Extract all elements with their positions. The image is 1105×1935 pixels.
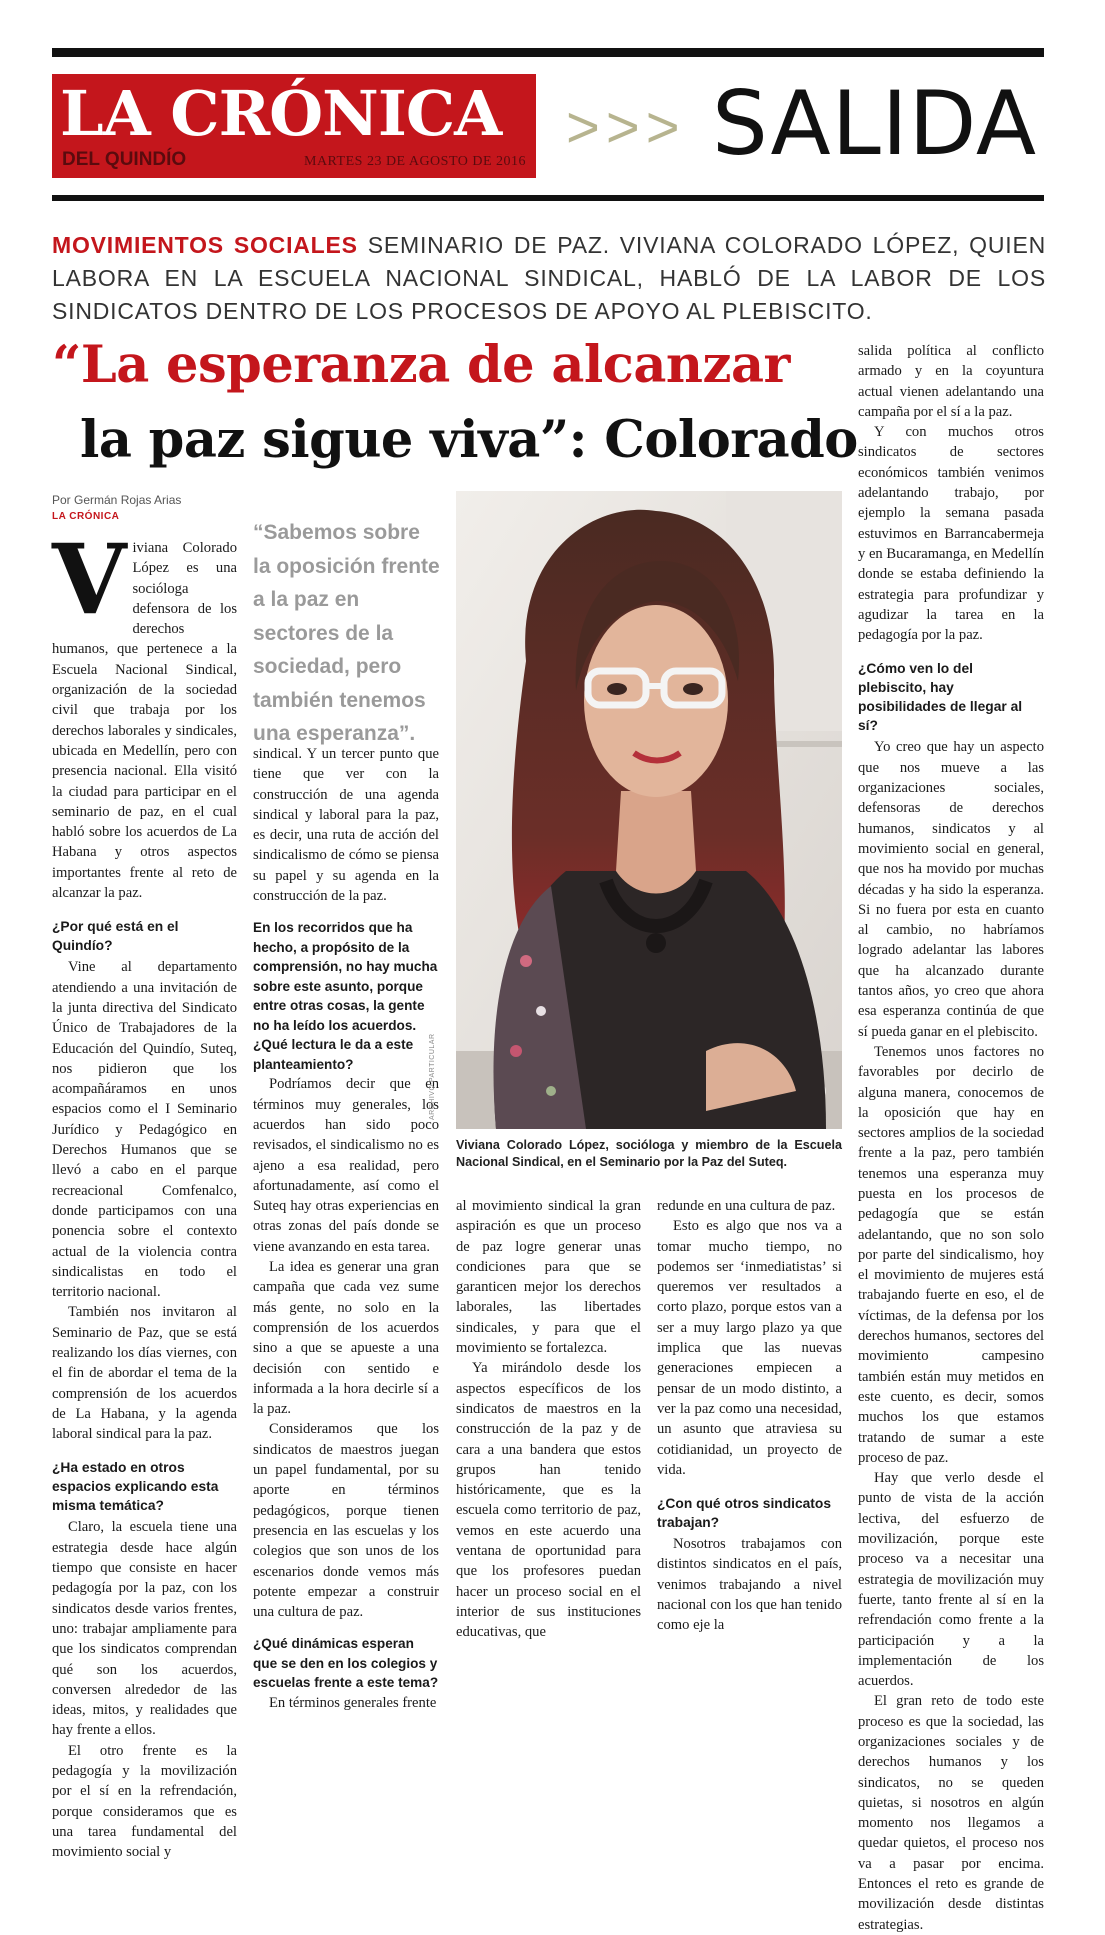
paragraph: Ya mirándolo desde los aspectos específicos de los sindicatos de maestros en la construcción de la paz y de cara a una bandera que estos grupos han tenido históricamente, que es la escuela como territorio de paz, vemos en este acuerdo una ventana de oportunidad para que los profesores puedan hacer un proceso social en el interior de sus instituciones educativas, que bbox=[456, 1360, 641, 1641]
byline-author: Por Germán Rojas Arias bbox=[52, 493, 182, 507]
header-top-rule bbox=[52, 48, 1044, 57]
paragraph: Nosotros trabajamos con distintos sindicatos en el país, venimos trabajando a nivel nacional con los que han tenido como eje la bbox=[657, 1536, 842, 1634]
article-column-3 bbox=[456, 1196, 641, 1643]
paragraph: En términos generales frente bbox=[269, 1694, 437, 1711]
paragraph: sindical. Y un tercer punto que tiene que ver con la construcción de una agenda sindical y laboral para la paz, es decir, una ruta de acción del sindicalismo de cómo se piensa su papel y su agenda en la construcción de la paz. bbox=[253, 746, 439, 905]
masthead-date: MARTES 23 DE AGOSTO DE 2016 bbox=[304, 154, 527, 169]
headline-line-2: la paz sigue viva”: Colorado bbox=[80, 410, 858, 470]
article-column-4 bbox=[657, 1196, 842, 1636]
interview-question: ¿Con qué otros sindicatos trabajan? bbox=[657, 1496, 832, 1531]
paragraph: Consideramos que los sindicatos de maestros juegan un papel fundamental, por su aporte en términos pedagógicos, porque tienen presencia en las escuelas y los colegios que son unos de los escenarios donde vemos más potente empezar a construir una cultura de paz. bbox=[253, 1421, 439, 1621]
portrait-illustration bbox=[456, 491, 842, 1129]
paragraph: redunde en una cultura de paz. bbox=[657, 1198, 836, 1214]
paragraph: El gran reto de todo este proceso es que la sociedad, las organizaciones sociales y de derechos humanos y los sindicatos, no se queden quietas, si nosotros en algún momento nos llegamos a quedar quietos, el proceso nos va a pasar por encima. Entonces el reto es grande de movilización desde distintas estrategias. bbox=[858, 1693, 1044, 1933]
masthead-title: LA CRÓNICA bbox=[60, 77, 502, 150]
article-column-2 bbox=[253, 744, 439, 1713]
drop-cap: V bbox=[52, 523, 127, 636]
section-name: SALIDA bbox=[712, 72, 1038, 175]
kicker-keyword: MOVIMIENTOS SOCIALES bbox=[52, 232, 358, 258]
paragraph: salida política al conflicto armado y en la coyuntura actual vienen adelantando una campaña por el sí a la paz. bbox=[858, 343, 1044, 420]
paragraph: La idea es generar una gran campaña que cada vez sume más gente, no solo en la comprensión de los acuerdos sino a que se apueste a una decisión con sentido e informada a la hora decirle sí a la paz. bbox=[253, 1259, 439, 1418]
paragraph: También nos invitaron al Seminario de Paz, que se está realizando los días viernes, con el fin de abordar el tema de la comprensión de los acuerdos de La Habana, y la agenda laboral sindical para la paz. bbox=[52, 1304, 237, 1443]
pull-quote: “Sabemos sobre la oposición frente a la paz en sectores de la sociedad, pero también tenemos una esperanza”. bbox=[253, 521, 440, 745]
interview-question: ¿Qué dinámicas esperan que se den en los colegios y escuelas frente a este tema? bbox=[253, 1636, 439, 1691]
paragraph: Yo creo que hay un aspecto que nos mueve a las organizaciones sociales, defensoras de derechos humanos, sindicatos y al movimiento social en general, que nos ha movido por muchas décadas y ha sido la esperanza. Si no fuera por esta en cuanto al cambio, no habríamos logrado adelantar las labores que ha alcanzado durante tantos años, yo creo que ahora esa esperanza continúa de que sí pueda ganar en el plebiscito. bbox=[858, 739, 1044, 1040]
kicker-text: SEMINARIO DE PAZ. VIVIANA COLORADO LÓPEZ, QUIEN LABORA EN LA ESCUELA NACIONAL SINDICAL, HABLÓ DE LA LABOR DE LOS SINDICATOS DENTRO DE LOS PROCESOS DE APOYO AL PLEBISCITO. bbox=[52, 232, 1047, 324]
byline-source: LA CRÓNICA bbox=[52, 511, 120, 522]
paragraph: al movimiento sindical la gran aspiración es que un proceso de paz logre generar unas condiciones para que se garanticen mejor los derechos laborales, las libertades sindicales, y para que el movimiento se fortalezca. bbox=[456, 1198, 641, 1357]
paragraph: El otro frente es la pedagogía y la movilización por el sí en la refrendación, porque consideramos que es una tarea fundamental del movimiento social y bbox=[52, 1742, 237, 1861]
paragraph: Hay que verlo desde el punto de vista de la acción lectiva, del esfuerzo de movilización, porque este proceso va a necesitar una estrategia de movilización muy fuerte, tanto frente al sí en la refrendación como frente a la participación y a la implementación de los acuerdos. bbox=[858, 1470, 1044, 1690]
paragraph: Vine al departamento atendiendo a una invitación de la junta directiva del Sindicato Único de Trabajadores de la Educación del Quindío, Suteq, nos pidieron que los acompañáramos en unos espacios como el I Seminario Jurídico y Pedagógico en Derechos Humanos que se llevó a cabo en el parque recreacional Comfenalco, donde participamos con una ponencia sobre el contexto actual de la violencia contra sindicalistas en todo el territorio nacional. bbox=[52, 959, 237, 1301]
article-column-5 bbox=[858, 341, 1044, 1935]
header-bottom-rule bbox=[52, 195, 1044, 201]
paragraph: Podríamos decir que en términos muy generales, los acuerdos han sido poco revisados, el sindicalismo no es ajeno a esa realidad, pero afortunadamente, así como el Suteq hay otras experiencias en otras zonas del país donde se viene avanzando en esta tarea. bbox=[253, 1076, 439, 1255]
interview-question: ¿Ha estado en otros espacios explicando esta misma temática? bbox=[52, 1460, 219, 1514]
interview-question: ¿Por qué está en el Quindío? bbox=[52, 919, 179, 954]
paragraph: Tenemos unos factores no favorables por decirlo de alguna manera, conocemos de la oposición que hay en sectores amplios de la sociedad frente a la paz, pero también tenemos una esperanza muy puesta en los procesos de pedagogía que se están adelantando, que no son solo por parte del sindicalismo, hoy el movimiento de mujeres está trabajando fuerte en eso, el de víctimas, de la defensa por los derechos humanos, sectores del movimiento campesino también están muy metidos en este cuento, es decir, somos muchos los que estamos tratando de sumar a este proceso de paz. bbox=[858, 1043, 1044, 1466]
paragraph: iviana Colorado López es una socióloga defensora de los derechos humanos, que pertenece a la Escuela Nacional Sindical, organización de la sociedad civil que trabaja por los derechos laborales y sindicales, ubicada en Medellín, pero con presencia nacional. Ella visitó la ciudad para participar en el seminario de paz, en el cual habló sobre los acuerdos de La Habana y otros aspectos importantes frente al reto de alcanzar la paz. bbox=[52, 540, 237, 902]
paragraph: Y con muchos otros sindicatos de sectores económicos también venimos adelantando trabajo, por ejemplo la semana pasada estuvimos en Barrancabermeja y en Bucaramanga, en Medellín donde se estaba definiendo la estrategia para profundizar y agudizar la tarea en la pedagogía por la paz. bbox=[858, 424, 1044, 644]
headline-line-1: “La esperanza de alcanzar bbox=[52, 335, 790, 395]
interview-question: ¿Cómo ven lo del plebiscito, hay posibilidades de llegar al sí? bbox=[858, 661, 1023, 734]
article-column-1 bbox=[52, 523, 237, 1863]
portrait-photo bbox=[456, 491, 842, 1129]
photo-caption: Viviana Colorado López, socióloga y miembro de la Escuela Nacional Sindical, en el Seminario por la Paz del Suteq. bbox=[456, 1138, 842, 1169]
paragraph: Claro, la escuela tiene una estrategia desde hace algún tiempo que consiste en hacer pedagogía por la paz, con los sindicatos desde varios frentes, uno: trabajar ampliamente para que los sindicatos comprendan qué son los acuerdos, conversen alrededor de las ideas, mitos, y realidades que hay frente a ellos. bbox=[52, 1519, 237, 1739]
paragraph: Esto es algo que nos va a tomar mucho tiempo, no podemos ser ‘inmediatistas’ si queremos ver resultados a corto plazo, porque estos van a ser a muy largo plazo ya que implica que las nuevas generaciones empiecen a pensar de un modo distinto, a ver la paz como una necesidad, un asunto que atraviesa su cotidianidad, un proyecto de vida. bbox=[657, 1218, 842, 1478]
section-arrows: >>> bbox=[566, 95, 686, 160]
interview-question: En los recorridos que ha hecho, a propósito de la comprensión, no hay mucha sobre este asunto, porque entre otras cosas, la gente no ha leído los acuerdos. ¿Qué lectura le da a este planteamiento? bbox=[253, 920, 438, 1072]
masthead-subtitle: DEL QUINDÍO bbox=[62, 149, 187, 170]
kicker bbox=[52, 229, 1046, 328]
